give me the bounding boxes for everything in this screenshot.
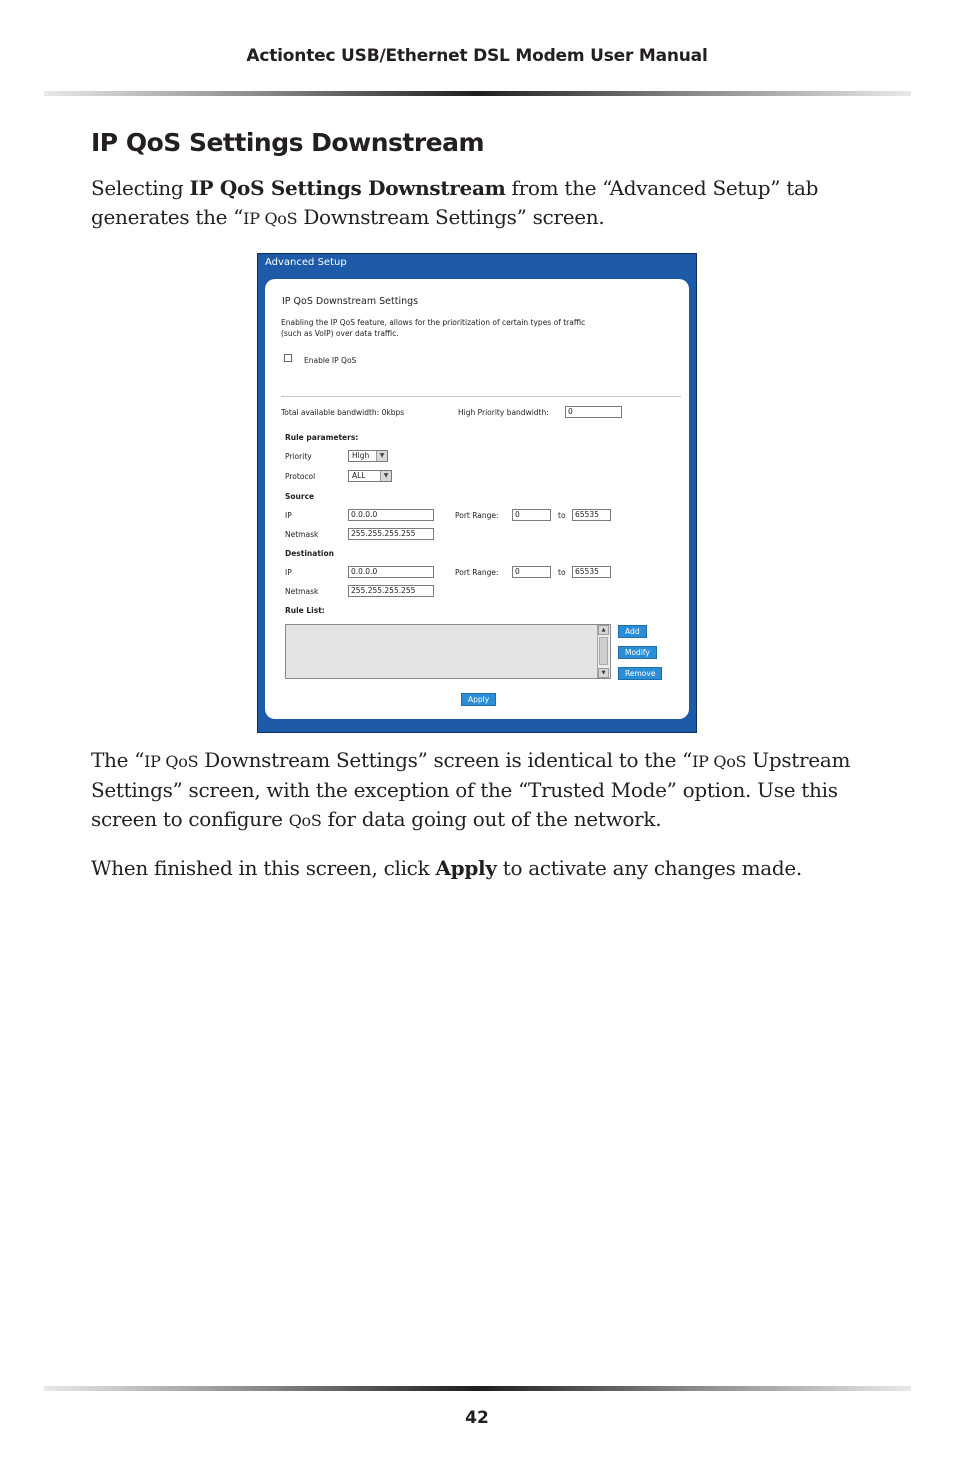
- destination-ip-label: IP: [285, 568, 292, 577]
- p3-text-1: When finished in this screen, click: [91, 856, 436, 880]
- source-label: Source: [285, 492, 315, 501]
- priority-select[interactable]: [348, 450, 388, 462]
- add-button[interactable]: Add: [618, 625, 647, 638]
- rule-list-label: Rule List:: [285, 606, 325, 615]
- destination-ip-input[interactable]: 0.0.0.0: [348, 566, 434, 578]
- intro-smallcaps: IP QoS: [243, 209, 298, 228]
- p2-smallcaps-1: IP QoS: [144, 752, 199, 771]
- destination-netmask-label: Netmask: [285, 587, 319, 596]
- p2-text-2: Downstream Settings” screen is identical to the “: [198, 748, 693, 772]
- protocol-label: Protocol: [285, 472, 316, 481]
- source-port-to-input[interactable]: 65535: [572, 509, 611, 521]
- protocol-select[interactable]: [348, 470, 392, 482]
- source-to-label: to: [558, 511, 566, 520]
- destination-port-to-input[interactable]: 65535: [572, 566, 611, 578]
- destination-label: Destination: [285, 549, 334, 558]
- panel-heading: IP QoS Downstream Settings: [282, 296, 419, 307]
- p3-text-2: to activate any changes made.: [496, 856, 802, 880]
- enable-qos-label: Enable IP QoS: [304, 356, 357, 365]
- p3-bold-apply: Apply: [435, 856, 497, 880]
- intro-bold-term: IP QoS Settings Downstream: [189, 176, 506, 200]
- divider: [281, 396, 681, 397]
- chevron-down-icon: ▼: [376, 451, 387, 461]
- source-netmask-label: Netmask: [285, 530, 319, 539]
- p2-text-4: for data going out of the network.: [321, 807, 662, 831]
- scroll-up-icon[interactable]: ▲: [598, 625, 609, 635]
- p2-text-3: Upstream Settings” screen, with the exception of the “Trusted Mode” option. Use this screen to configure: [91, 748, 851, 831]
- rule-parameters-label: Rule parameters:: [285, 433, 359, 442]
- total-bandwidth-label: Total available bandwidth: 0kbps: [281, 408, 405, 417]
- intro-text-1: Selecting: [91, 176, 190, 200]
- priority-value: High: [352, 451, 370, 460]
- scroll-down-icon[interactable]: ▼: [598, 668, 609, 678]
- high-priority-label: High Priority bandwidth:: [458, 408, 549, 417]
- apply-button[interactable]: Apply: [461, 693, 496, 706]
- footer-divider: [44, 1386, 911, 1391]
- settings-panel: [265, 279, 689, 719]
- intro-paragraph: [91, 174, 871, 233]
- priority-label: Priority: [285, 452, 312, 461]
- section-title: IP QoS Settings Downstream: [91, 128, 485, 157]
- destination-netmask-input[interactable]: 255.255.255.255: [348, 585, 434, 597]
- remove-button[interactable]: Remove: [618, 667, 662, 680]
- protocol-value: ALL: [352, 471, 366, 480]
- scroll-thumb[interactable]: [599, 637, 608, 665]
- source-port-from-input[interactable]: 0: [512, 509, 551, 521]
- source-port-range-label: Port Range:: [455, 511, 499, 520]
- enable-qos-checkbox[interactable]: [284, 354, 292, 362]
- modify-button[interactable]: Modify: [618, 646, 657, 659]
- screenshot-advanced-setup: [257, 253, 697, 733]
- destination-port-range-label: Port Range:: [455, 568, 499, 577]
- p2-text-1: The “: [91, 748, 145, 772]
- description-paragraph: [91, 746, 871, 835]
- high-priority-input[interactable]: 0: [565, 406, 622, 418]
- window-title: Advanced Setup: [265, 257, 347, 268]
- description-line-2: (such as VoIP) over data traffic.: [281, 329, 399, 338]
- manual-header-title: Actiontec USB/Ethernet DSL Modem User Manual: [246, 46, 708, 66]
- source-ip-input[interactable]: 0.0.0.0: [348, 509, 434, 521]
- apply-instruction-paragraph: [91, 854, 871, 883]
- rule-list-scrollbar[interactable]: [597, 625, 610, 678]
- destination-port-from-input[interactable]: 0: [512, 566, 551, 578]
- p2-smallcaps-2: IP QoS: [692, 752, 747, 771]
- page-number: 42: [465, 1408, 489, 1428]
- header-divider: [44, 91, 911, 96]
- source-ip-label: IP: [285, 511, 292, 520]
- chevron-down-icon: ▼: [380, 471, 391, 481]
- p2-smallcaps-3: QoS: [288, 811, 322, 830]
- rule-list-box[interactable]: [285, 624, 611, 679]
- source-netmask-input[interactable]: 255.255.255.255: [348, 528, 434, 540]
- intro-text-2: from the “Advanced Setup” tab generates the “: [91, 176, 819, 229]
- description-line-1: Enabling the IP QoS feature, allows for the prioritization of certain types of traffic: [281, 318, 586, 327]
- intro-text-3: Downstream Settings” screen.: [297, 205, 605, 229]
- destination-to-label: to: [558, 568, 566, 577]
